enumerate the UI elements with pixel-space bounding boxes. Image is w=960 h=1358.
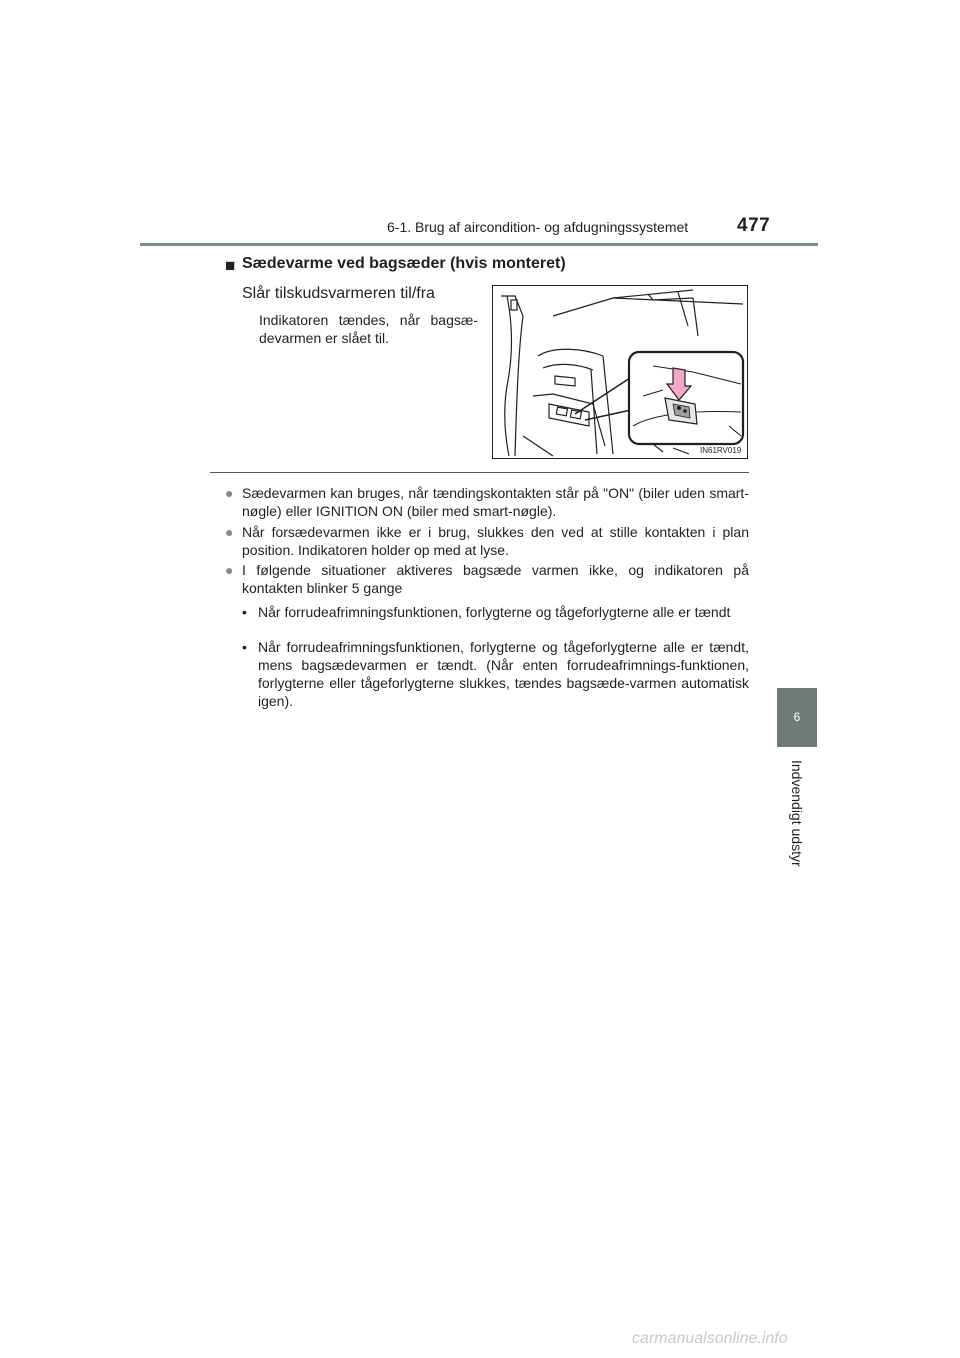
note-item bbox=[225, 561, 749, 597]
bullet-icon: ● bbox=[225, 485, 234, 501]
function-label: Slår tilskudsvarmeren til/fra bbox=[242, 285, 435, 302]
chapter-tab-label: Indvendigt udstyr bbox=[789, 760, 805, 867]
sub-list-text: Når forrudeafrimningsfunktionen, forlygterne og tågeforlygterne alle er tændt, mens bagsædevarmen er tændt. (Når enten forrudeafrimnings-funktionen, forlygterne eller tågeforlygterne slukkes, tændes bagsæde-varmen automatisk igen). bbox=[258, 639, 749, 709]
sub-bullet: • bbox=[242, 639, 247, 655]
function-description: Indikatoren tændes, når bagsæ-devarmen er slået til. bbox=[259, 312, 478, 346]
header-rule bbox=[140, 243, 818, 246]
bullet-icon: ● bbox=[225, 562, 234, 578]
watermark: carmanualsonline.info bbox=[632, 1330, 788, 1347]
sub-list-item bbox=[242, 638, 749, 710]
bullet-icon: ● bbox=[225, 524, 234, 540]
note-item bbox=[225, 523, 749, 559]
note-item bbox=[225, 484, 749, 520]
chapter-tab-label-wrap bbox=[767, 760, 827, 875]
section-marker: ■ bbox=[225, 256, 236, 275]
note-text: Når forsædevarmen ikke er i brug, slukkes den ved at stille kontakten i plan position. Indikatoren holder op med at lyse. bbox=[242, 524, 749, 558]
sub-bullet: • bbox=[242, 604, 247, 620]
rear-seat-heater-switch-illustration-icon bbox=[493, 286, 747, 458]
sub-list-text: Når forrudeafrimningsfunktionen, forlygterne og tågeforlygterne alle er tændt bbox=[258, 604, 731, 620]
seat-heater-switch-figure bbox=[492, 285, 748, 459]
section-title: Sædevarme ved bagsæder (hvis monteret) bbox=[242, 255, 566, 272]
chapter-title: 6-1. Brug af aircondition- og afdugningssystemet bbox=[387, 219, 689, 235]
notes-divider bbox=[210, 472, 749, 473]
chapter-tab-number: 6 bbox=[793, 710, 801, 724]
figure-code: IN61RV019 bbox=[700, 446, 742, 455]
sub-list-item bbox=[242, 603, 749, 621]
note-text: Sædevarmen kan bruges, når tændingskontakten står på "ON" (biler uden smart-nøgle) eller IGNITION ON (biler med smart-nøgle). bbox=[242, 485, 749, 519]
note-text: I følgende situationer aktiveres bagsæde varmen ikke, og indikatoren på kontakten blinker 5 gange bbox=[242, 562, 749, 596]
page-number: 477 bbox=[737, 215, 771, 236]
chapter-tab bbox=[777, 688, 817, 747]
